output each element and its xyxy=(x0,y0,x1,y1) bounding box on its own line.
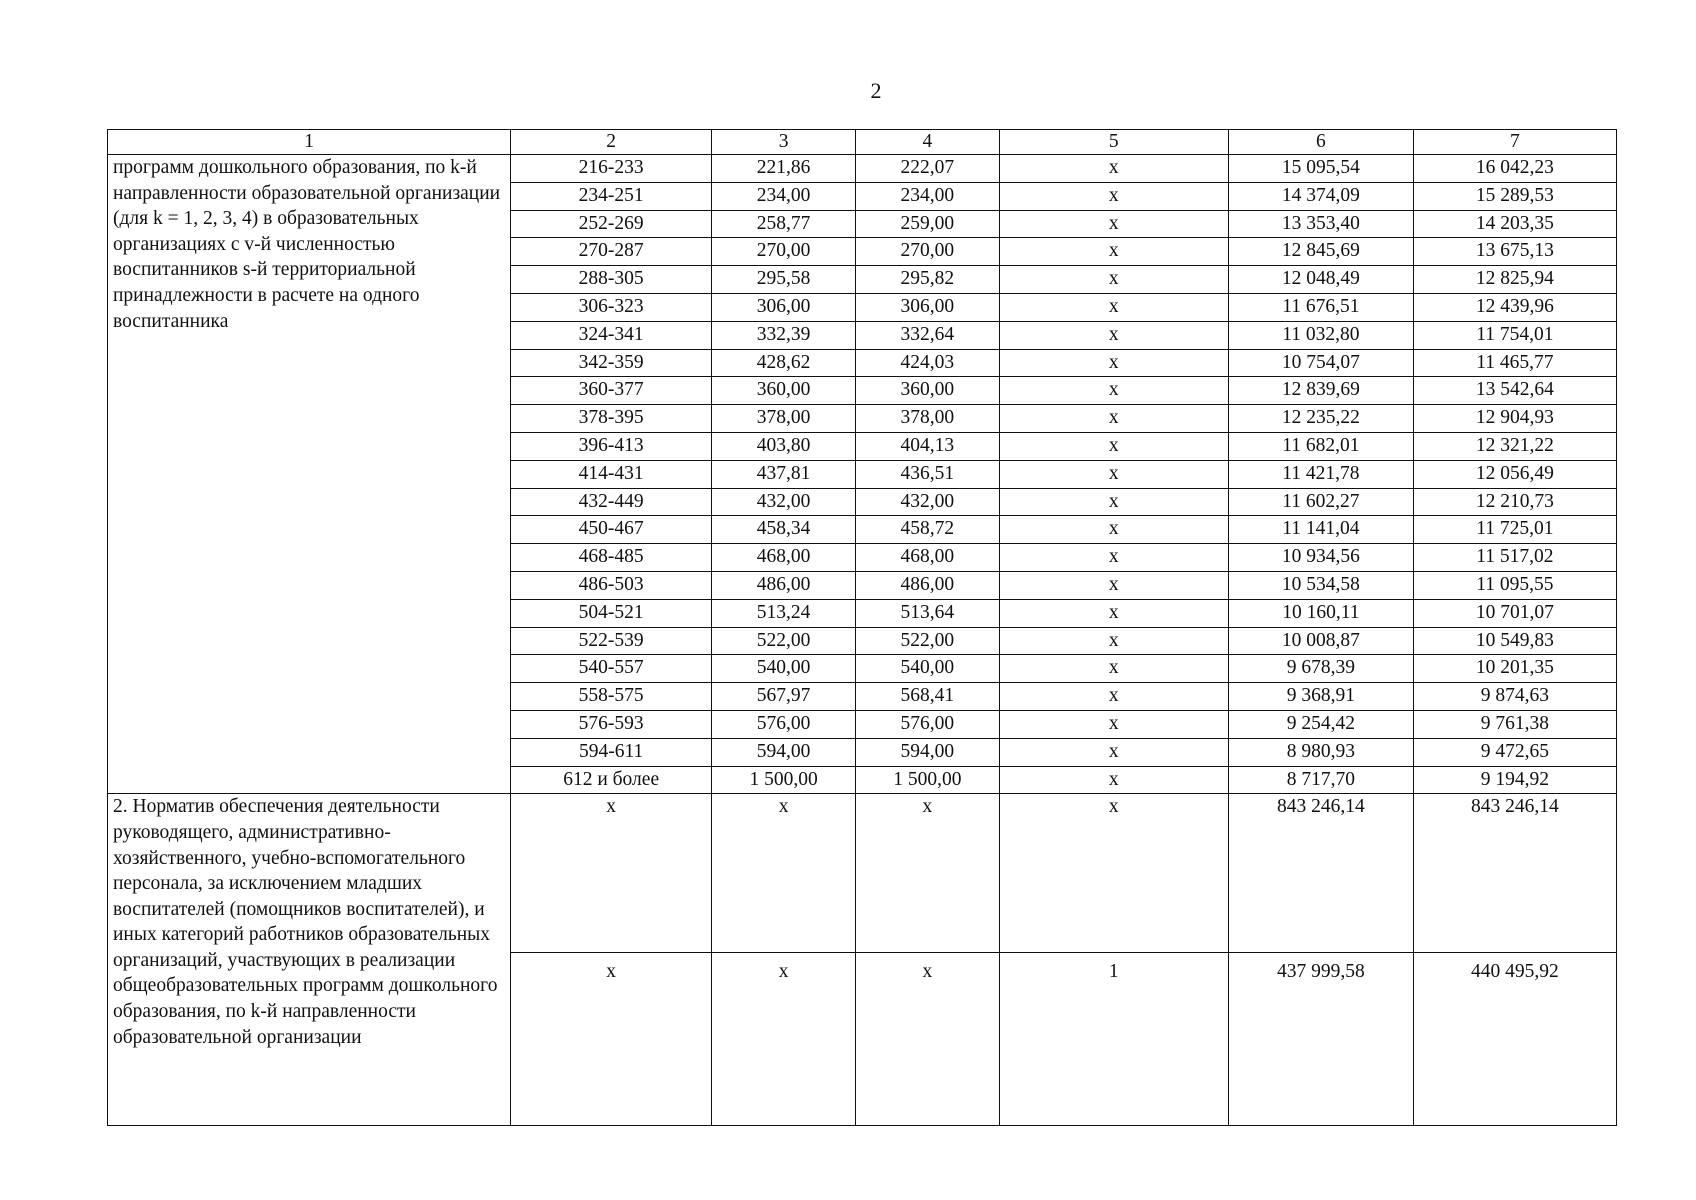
header-cell: 5 xyxy=(999,130,1228,155)
page-number: 2 xyxy=(870,78,882,103)
table-cell: 378,00 xyxy=(712,405,856,433)
table-cell: 10 754,07 xyxy=(1228,349,1413,377)
table-cell: 222,07 xyxy=(855,155,999,183)
table-cell: 594,00 xyxy=(712,738,856,766)
table-cell: 9 761,38 xyxy=(1413,710,1616,738)
table-cell: 468-485 xyxy=(511,544,712,572)
table-cell: x xyxy=(999,488,1228,516)
table-cell: 13 675,13 xyxy=(1413,238,1616,266)
table-cell: 486-503 xyxy=(511,571,712,599)
table-cell: 486,00 xyxy=(712,571,856,599)
header-row xyxy=(108,130,1617,155)
table-cell: x xyxy=(999,738,1228,766)
table-cell: 360-377 xyxy=(511,377,712,405)
table-cell: 432,00 xyxy=(712,488,856,516)
table-cell: 360,00 xyxy=(712,377,856,405)
table-cell: x xyxy=(999,377,1228,405)
header-cell: 6 xyxy=(1228,130,1413,155)
table-cell: x xyxy=(999,627,1228,655)
table-cell: 12 839,69 xyxy=(1228,377,1413,405)
table-cell: 9 472,65 xyxy=(1413,738,1616,766)
table-cell: 428,62 xyxy=(712,349,856,377)
table-cell: 11 676,51 xyxy=(1228,293,1413,321)
table-cell: 12 235,22 xyxy=(1228,405,1413,433)
table-cell: x xyxy=(999,683,1228,711)
table-cell: 10 934,56 xyxy=(1228,544,1413,572)
table-cell: 14 203,35 xyxy=(1413,210,1616,238)
table-cell: 10 160,11 xyxy=(1228,599,1413,627)
table-cell: 378-395 xyxy=(511,405,712,433)
header-cell: 4 xyxy=(855,130,999,155)
table-cell: 458,34 xyxy=(712,516,856,544)
table-cell: 234,00 xyxy=(855,182,999,210)
table-cell: x xyxy=(999,293,1228,321)
table-cell: 11 465,77 xyxy=(1413,349,1616,377)
table-cell: 436,51 xyxy=(855,460,999,488)
table-cell: x xyxy=(999,655,1228,683)
table-cell: 306-323 xyxy=(511,293,712,321)
table-cell: 432-449 xyxy=(511,488,712,516)
table-cell: x xyxy=(999,321,1228,349)
table-cell: 14 374,09 xyxy=(1228,182,1413,210)
table-cell: 843 246,14 xyxy=(1228,794,1413,953)
table-cell: 258,77 xyxy=(712,210,856,238)
table-cell: 9 874,63 xyxy=(1413,683,1616,711)
table-cell: 12 056,49 xyxy=(1413,460,1616,488)
table-cell: 12 439,96 xyxy=(1413,293,1616,321)
table-cell: x xyxy=(999,210,1228,238)
header-cell: 2 xyxy=(511,130,712,155)
table-cell: 11 421,78 xyxy=(1228,460,1413,488)
table-cell: x xyxy=(999,794,1228,953)
table-cell: 342-359 xyxy=(511,349,712,377)
table-cell: 8 717,70 xyxy=(1228,766,1413,794)
table-cell: 11 754,01 xyxy=(1413,321,1616,349)
table-cell: 9 368,91 xyxy=(1228,683,1413,711)
table-cell: 12 904,93 xyxy=(1413,405,1616,433)
table-cell: 458,72 xyxy=(855,516,999,544)
table-cell: x xyxy=(999,710,1228,738)
table-cell: 360,00 xyxy=(855,377,999,405)
table-cell: 540-557 xyxy=(511,655,712,683)
table-cell: 513,64 xyxy=(855,599,999,627)
table-cell: x xyxy=(999,155,1228,183)
table-cell: x xyxy=(999,544,1228,572)
table-cell: 10 008,87 xyxy=(1228,627,1413,655)
table-cell: x xyxy=(999,599,1228,627)
header-cell: 7 xyxy=(1413,130,1616,155)
table-cell: 306,00 xyxy=(712,293,856,321)
table-cell: 270-287 xyxy=(511,238,712,266)
table-cell: 259,00 xyxy=(855,210,999,238)
table-cell: 8 980,93 xyxy=(1228,738,1413,766)
table-cell: 11 682,01 xyxy=(1228,432,1413,460)
table-cell: 450-467 xyxy=(511,516,712,544)
table-cell: 11 517,02 xyxy=(1413,544,1616,572)
table-cell: 216-233 xyxy=(511,155,712,183)
table-row xyxy=(108,155,1617,183)
table-cell: 1 500,00 xyxy=(855,766,999,794)
table-cell: 568,41 xyxy=(855,683,999,711)
table-cell: 404,13 xyxy=(855,432,999,460)
table-cell: 12 845,69 xyxy=(1228,238,1413,266)
table-cell: 513,24 xyxy=(712,599,856,627)
header-cell: 3 xyxy=(712,130,856,155)
table-cell: 437 999,58 xyxy=(1228,953,1413,1126)
table-cell: x xyxy=(712,953,856,1126)
table-cell: 332,64 xyxy=(855,321,999,349)
table-cell: 12 825,94 xyxy=(1413,266,1616,294)
table-cell: x xyxy=(511,953,712,1126)
table-cell: x xyxy=(999,516,1228,544)
table-cell: 221,86 xyxy=(712,155,856,183)
table-cell: 1 xyxy=(999,953,1228,1126)
table-cell: 234-251 xyxy=(511,182,712,210)
table-cell: 10 201,35 xyxy=(1413,655,1616,683)
table-cell: 440 495,92 xyxy=(1413,953,1616,1126)
table-cell: 403,80 xyxy=(712,432,856,460)
table-cell: 486,00 xyxy=(855,571,999,599)
table-cell: 437,81 xyxy=(712,460,856,488)
table-cell: 576,00 xyxy=(712,710,856,738)
table-cell: 295,58 xyxy=(712,266,856,294)
table-cell: 306,00 xyxy=(855,293,999,321)
table-cell: 522,00 xyxy=(855,627,999,655)
table-cell: 11 032,80 xyxy=(1228,321,1413,349)
table-cell: 1 500,00 xyxy=(712,766,856,794)
table-cell: 324-341 xyxy=(511,321,712,349)
table-cell: x xyxy=(999,405,1228,433)
table-cell: 15 289,53 xyxy=(1413,182,1616,210)
row-description: программ дошкольного образования, по k-й направленности образовательной организации (для k = 1, 2, 3, 4) в образовательных организациях с v-й численностью воспитанников s-й территориальной принадлежности в расчете на одного воспитанника xyxy=(108,155,511,794)
row-description: 2. Норматив обеспечения деятельности руководящего, административно-хозяйственного, учебно-вспомогательного персонала, за исключением младших воспитателей (помощников воспитателей), и иных категорий работников образовательных организаций, участвующих в реализации общеобразовательных программ дошкольного образования, по k-й направленности образовательной организации xyxy=(108,794,511,1126)
table-cell: 9 678,39 xyxy=(1228,655,1413,683)
table-cell: 15 095,54 xyxy=(1228,155,1413,183)
table-cell: x xyxy=(855,953,999,1126)
table-cell: 11 141,04 xyxy=(1228,516,1413,544)
table-cell: 540,00 xyxy=(855,655,999,683)
table-cell: x xyxy=(999,432,1228,460)
table-cell: 13 542,64 xyxy=(1413,377,1616,405)
table-cell: 10 549,83 xyxy=(1413,627,1616,655)
table-cell: 16 042,23 xyxy=(1413,155,1616,183)
table-cell: 11 602,27 xyxy=(1228,488,1413,516)
table-cell: 522,00 xyxy=(712,627,856,655)
table-cell: 843 246,14 xyxy=(1413,794,1616,953)
table-cell: 270,00 xyxy=(855,238,999,266)
table-cell: 13 353,40 xyxy=(1228,210,1413,238)
table-cell: 576-593 xyxy=(511,710,712,738)
table-cell: 9 194,92 xyxy=(1413,766,1616,794)
table-cell: 576,00 xyxy=(855,710,999,738)
table-cell: 594,00 xyxy=(855,738,999,766)
table-cell: 594-611 xyxy=(511,738,712,766)
table-cell: x xyxy=(999,460,1228,488)
table-cell: 567,97 xyxy=(712,683,856,711)
table-cell: 10 534,58 xyxy=(1228,571,1413,599)
table-cell: x xyxy=(999,182,1228,210)
table-cell: 9 254,42 xyxy=(1228,710,1413,738)
table-cell: 424,03 xyxy=(855,349,999,377)
table-cell: 540,00 xyxy=(712,655,856,683)
table-cell: 252-269 xyxy=(511,210,712,238)
table-cell: 332,39 xyxy=(712,321,856,349)
table-cell: 270,00 xyxy=(712,238,856,266)
table-cell: 558-575 xyxy=(511,683,712,711)
table-cell: 504-521 xyxy=(511,599,712,627)
table-cell: 468,00 xyxy=(712,544,856,572)
table-cell: 288-305 xyxy=(511,266,712,294)
table-cell: 12 210,73 xyxy=(1413,488,1616,516)
table-cell: x xyxy=(999,238,1228,266)
table-cell: 295,82 xyxy=(855,266,999,294)
table-cell: x xyxy=(855,794,999,953)
table-row xyxy=(108,794,1617,953)
table-cell: x xyxy=(511,794,712,953)
table-cell: 612 и более xyxy=(511,766,712,794)
table-cell: 468,00 xyxy=(855,544,999,572)
table-cell: x xyxy=(712,794,856,953)
table-cell: 11 095,55 xyxy=(1413,571,1616,599)
table-cell: 378,00 xyxy=(855,405,999,433)
table-cell: 522-539 xyxy=(511,627,712,655)
normative-table xyxy=(107,129,1617,1126)
table-cell: x xyxy=(999,349,1228,377)
table-cell: 12 321,22 xyxy=(1413,432,1616,460)
table-cell: x xyxy=(999,766,1228,794)
table-cell: 12 048,49 xyxy=(1228,266,1413,294)
table-cell: 432,00 xyxy=(855,488,999,516)
header-cell: 1 xyxy=(108,130,511,155)
table-cell: 396-413 xyxy=(511,432,712,460)
table-cell: 234,00 xyxy=(712,182,856,210)
table-cell: x xyxy=(999,266,1228,294)
table-cell: 414-431 xyxy=(511,460,712,488)
table-cell: 10 701,07 xyxy=(1413,599,1616,627)
table-cell: x xyxy=(999,571,1228,599)
table-cell: 11 725,01 xyxy=(1413,516,1616,544)
